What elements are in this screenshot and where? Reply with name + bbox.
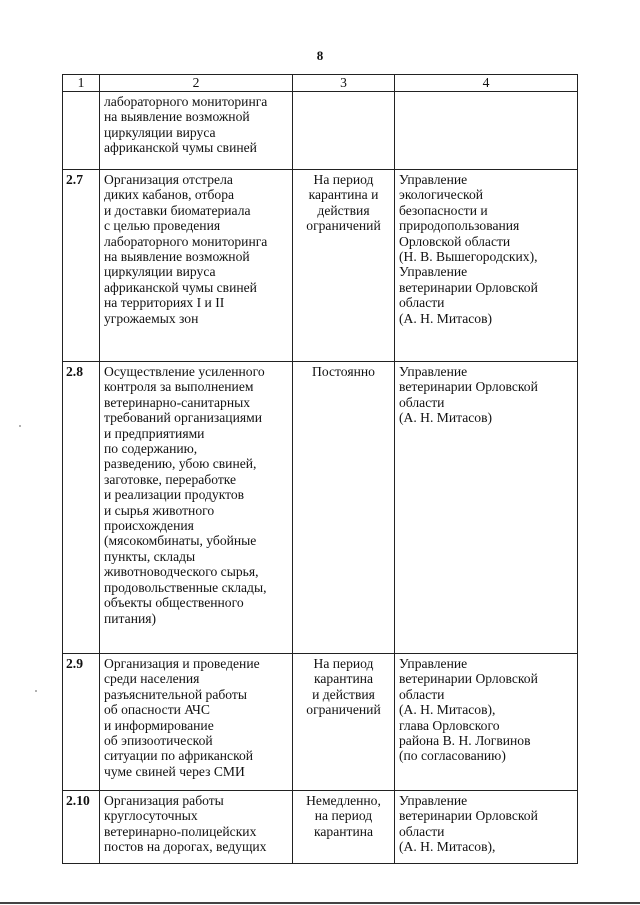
row-number: 2.8 xyxy=(63,362,100,654)
responsible-cell: Управление ветеринарии Орловской области (А. Н. Митасов), xyxy=(395,791,578,864)
table-row xyxy=(63,170,578,362)
scan-speck xyxy=(19,425,21,427)
term-cell: Немедленно, на период карантина xyxy=(293,791,395,864)
row-number: 2.10 xyxy=(63,791,100,864)
action-cell: Осуществление усиленного контроля за выполнением ветеринарно-санитарных требований организациями и предприятиями по содержанию, разведению, убою свиней, заготовке, переработке и реализации продуктов и сырья животного происхождения (мясокомбинаты, убойные пункты, склады животноводческого сырья, продовольственные склады, объекты общественного питания) xyxy=(100,362,293,654)
action-cell: Организация отстрела диких кабанов, отбора и доставки биоматериала с целью проведения лабораторного мониторинга на выявление возможной циркуляции вируса африканской чумы свиней на территориях I и II угрожаемых зон xyxy=(100,170,293,362)
page-number: 8 xyxy=(316,48,324,63)
row-number: 2.7 xyxy=(63,170,100,362)
term-cell xyxy=(293,92,395,170)
table-row xyxy=(63,791,578,864)
term-cell: На период карантина и действия ограничений xyxy=(293,654,395,791)
scan-speck xyxy=(35,690,37,692)
column-header-2: 2 xyxy=(100,75,293,92)
table-header-row xyxy=(63,75,578,92)
responsible-cell xyxy=(395,92,578,170)
measures-table xyxy=(62,74,578,864)
row-number xyxy=(63,92,100,170)
responsible-cell: Управление экологической безопасности и природопользования Орловской области (Н. В. Вышегородских), Управление ветеринарии Орловской области (А. Н. Митасов) xyxy=(395,170,578,362)
responsible-cell: Управление ветеринарии Орловской области (А. Н. Митасов) xyxy=(395,362,578,654)
action-cell: Организация работы круглосуточных ветеринарно-полицейских постов на дорогах, ведущих xyxy=(100,791,293,864)
column-header-3: 3 xyxy=(293,75,395,92)
term-cell: На период карантина и действия ограничений xyxy=(293,170,395,362)
action-cell: Организация и проведение среди населения разъяснительной работы об опасности АЧС и информирование об эпизоотической ситуации по африканской чуме свиней через СМИ xyxy=(100,654,293,791)
action-cell: лабораторного мониторинга на выявление возможной циркуляции вируса африканской чумы свиней xyxy=(100,92,293,170)
column-header-4: 4 xyxy=(395,75,578,92)
term-cell: Постоянно xyxy=(293,362,395,654)
table-row xyxy=(63,654,578,791)
scan-edge-line xyxy=(0,902,640,904)
responsible-cell: Управление ветеринарии Орловской области (А. Н. Митасов), глава Орловского района В. Н. Логвинов (по согласованию) xyxy=(395,654,578,791)
row-number: 2.9 xyxy=(63,654,100,791)
table-row xyxy=(63,362,578,654)
table-row xyxy=(63,92,578,170)
column-header-1: 1 xyxy=(63,75,100,92)
